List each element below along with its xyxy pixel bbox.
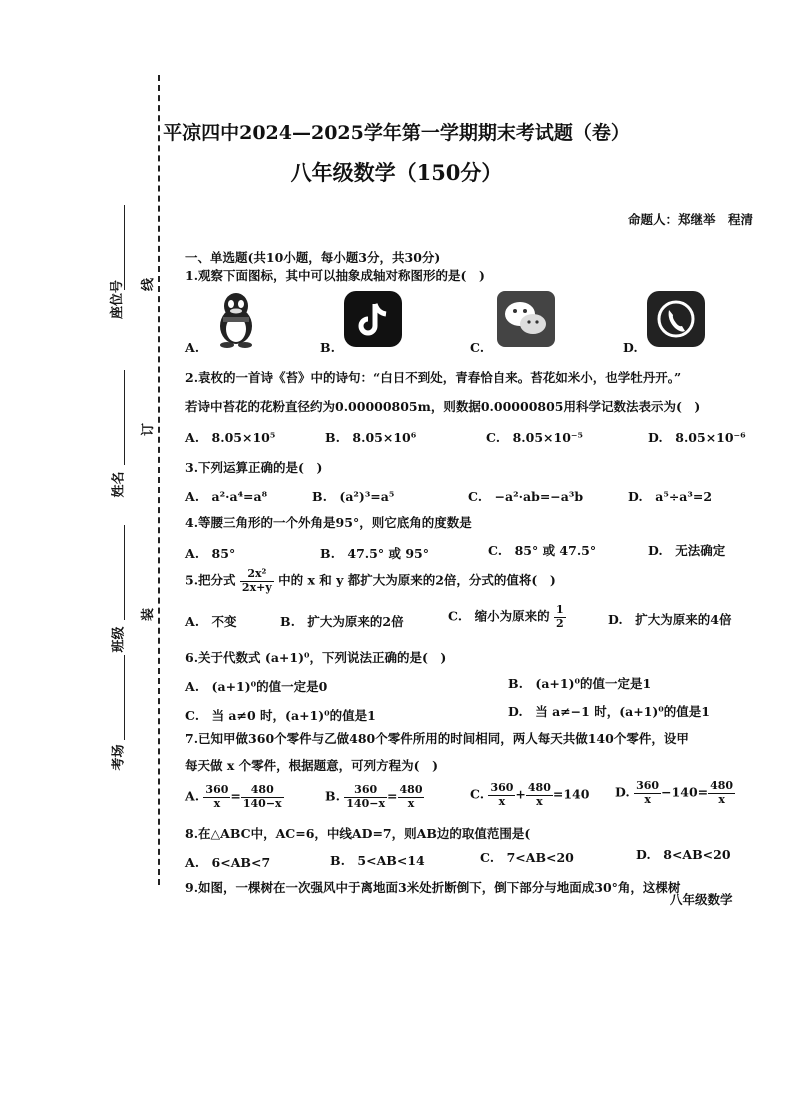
class-line[interactable]	[124, 525, 125, 620]
footer-label: 八年级数学	[670, 892, 733, 907]
q6-opt-a[interactable]: A. (a+1)⁰的值一定是0	[185, 679, 328, 694]
phone-icon	[645, 290, 707, 348]
q3-opt-d[interactable]: D. a⁵÷a³=2	[628, 489, 713, 504]
section-1-title: 一、单选题(共10小题，每小题3分，共30分)	[185, 250, 441, 265]
q8-stem: 8.在△ABC中，AC=6，中线AD=7，则AB边的取值范围是(	[185, 826, 531, 841]
q5-fraction: $\frac{\text{2x²}}{2x+y}$	[241, 567, 272, 594]
q5-opt-c[interactable]: C. 缩小为原来的 $\frac{1}{2}$	[448, 603, 564, 630]
class-label: 班级	[111, 626, 127, 653]
q2-opt-b[interactable]: B. 8.05×10⁶	[325, 430, 417, 445]
seat-label: 座位号	[110, 279, 126, 320]
q5-opt-d[interactable]: D. 扩大为原来的4倍	[608, 612, 732, 627]
q7-opt-a[interactable]: A. $\frac{360}{x}$ = $\frac{480}{140-x}$	[185, 783, 282, 810]
q6-opt-c[interactable]: C. 当 a≠0 时，(a+1)⁰的值是1	[185, 708, 376, 723]
q7-stem-line1: 7.已知甲做360个零件与乙做480个零件所用的时间相同，两人每天共做140个零件，设甲	[185, 731, 689, 746]
q4-opt-b[interactable]: B. 47.5° 或 95°	[320, 546, 429, 561]
q5-stem: 5.把分式 $\frac{\text{2x²}}{2x+y}$ 中的 x 和 y 都扩大为原来的2倍，分式的值将( )	[185, 567, 556, 594]
exam-room-line[interactable]	[124, 655, 125, 740]
exam-title: 平凉四中2024—2025学年第一学期期末考试题（卷）	[163, 122, 630, 144]
q4-opt-a[interactable]: A. 85°	[185, 546, 236, 561]
q7-opt-c[interactable]: C. $\frac{360}{x}$ + $\frac{480}{x}$ =140	[470, 781, 590, 808]
q8-opt-b[interactable]: B. 5<AB<14	[330, 853, 425, 868]
bind-label-ding: 订	[141, 422, 157, 437]
q3-opt-c[interactable]: C. −a²·ab=−a³b	[468, 489, 584, 504]
q7-opt-d[interactable]: D. $\frac{360}{x}$ −140= $\frac{480}{x}$	[615, 779, 734, 806]
bind-label-zhuang: 装	[141, 607, 157, 622]
wechat-icon	[495, 290, 557, 348]
authors: 命题人：郑继举 程清	[627, 212, 753, 227]
q1-opt-c[interactable]: C.	[470, 340, 485, 355]
name-line[interactable]	[124, 370, 125, 465]
q5-opt-a[interactable]: A. 不变	[185, 614, 237, 629]
q8-opt-a[interactable]: A. 6<AB<7	[185, 855, 271, 870]
q9-stem: 9.如图，一棵树在一次强风中于离地面3米处折断倒下，倒下部分与地面成30°角，这棵树	[185, 880, 681, 895]
q7-stem-line2: 每天做 x 个零件，根据题意，可列方程为( )	[185, 758, 438, 773]
q2-opt-a[interactable]: A. 8.05×10⁵	[185, 430, 276, 445]
q4-opt-c[interactable]: C. 85° 或 47.5°	[488, 543, 597, 558]
q4-opt-d[interactable]: D. 无法确定	[648, 543, 726, 558]
q4-stem: 4.等腰三角形的一个外角是95°，则它底角的度数是	[185, 515, 472, 530]
penguin-icon	[205, 290, 267, 348]
q1-opt-d[interactable]: D.	[623, 340, 638, 355]
q8-opt-c[interactable]: C. 7<AB<20	[480, 850, 574, 865]
q2-stem-line1: 2.袁枚的一首诗《苔》中的诗句：“白日不到处，青春恰自来。苔花如米小，也学牡丹开。”	[185, 370, 682, 385]
tiktok-icon	[342, 290, 404, 348]
seat-line[interactable]	[124, 205, 125, 290]
q1-opt-a[interactable]: A.	[185, 340, 200, 355]
q2-opt-d[interactable]: D. 8.05×10⁻⁶	[648, 430, 746, 445]
q2-stem-line2: 若诗中苔花的花粉直径约为0.00000805m，则数据0.00000805用科学记数法表示为( )	[185, 399, 701, 414]
q3-opt-b[interactable]: B. (a²)³=a⁵	[312, 489, 395, 504]
q7-opt-b[interactable]: B. $\frac{360}{140-x}$ = $\frac{480}{x}$	[325, 783, 423, 810]
exam-subtitle: 八年级数学（150分）	[290, 160, 503, 185]
q1-stem: 1.观察下面图标，其中可以抽象成轴对称图形的是( )	[185, 268, 485, 283]
bind-label-xian: 线	[141, 277, 157, 292]
q5-opt-b[interactable]: B. 扩大为原来的2倍	[280, 614, 404, 629]
q6-stem: 6.关于代数式 (a+1)⁰，下列说法正确的是( )	[185, 650, 447, 665]
binding-dashed-line	[158, 75, 160, 885]
q3-opt-a[interactable]: A. a²·a⁴=a⁸	[185, 489, 268, 504]
exam-room-label: 考场	[111, 744, 127, 771]
q2-opt-c[interactable]: C. 8.05×10⁻⁵	[486, 430, 583, 445]
q1-opt-b[interactable]: B.	[320, 340, 335, 355]
q6-opt-b[interactable]: B. (a+1)⁰的值一定是1	[508, 676, 652, 691]
q6-opt-d[interactable]: D. 当 a≠−1 时，(a+1)⁰的值是1	[508, 704, 710, 719]
name-label: 姓名	[111, 471, 127, 498]
q3-stem: 3.下列运算正确的是( )	[185, 460, 323, 475]
q8-opt-d[interactable]: D. 8<AB<20	[636, 847, 731, 862]
